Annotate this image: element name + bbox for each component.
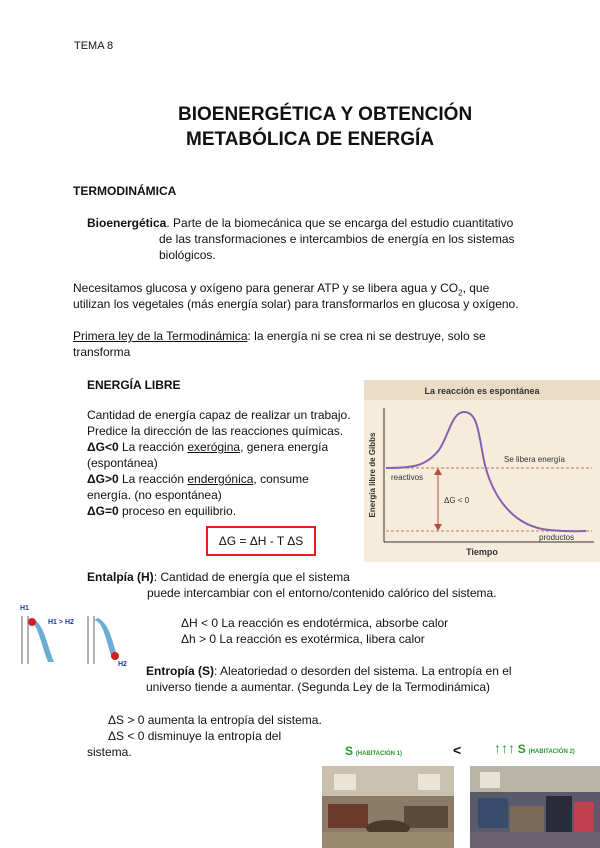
hab1-text: (HABITACIÓN 1) bbox=[355, 751, 403, 757]
entropia-decrease-end: sistema. bbox=[87, 745, 132, 759]
habitacion1-label bbox=[345, 744, 402, 758]
gibbs-chart-svg bbox=[364, 380, 600, 562]
h-relation-b: H2 bbox=[64, 619, 74, 626]
primera-ley-text-line2: transforma bbox=[73, 345, 131, 359]
energia-line6: energía. (no espontánea) bbox=[87, 488, 222, 502]
entropia-paragraph bbox=[146, 663, 512, 679]
co2-subscript: 2 bbox=[458, 288, 463, 298]
exergonica-term: exerógina bbox=[187, 440, 241, 454]
dg-positive: ΔG>0 bbox=[87, 472, 119, 486]
room1-window2 bbox=[418, 774, 440, 790]
room2-floor bbox=[470, 832, 600, 848]
room2-window bbox=[480, 772, 500, 788]
room2-photo bbox=[470, 766, 600, 848]
room1-photo bbox=[322, 766, 454, 848]
entropia-increase: ΔS > 0 aumenta la entropía del sistema. bbox=[108, 713, 322, 727]
energia-line7 bbox=[87, 503, 236, 519]
chart-ylabel: Energía libre de Gibbs bbox=[368, 432, 377, 518]
room2-clutter3 bbox=[546, 796, 572, 832]
entropia-text-line2: universo tiende a aumentar. (Segunda Ley de la Termodinámica) bbox=[146, 680, 490, 694]
room2-clutter1 bbox=[478, 798, 508, 828]
habitacion2-label bbox=[494, 740, 598, 756]
page-title-line2: METABÓLICA DE ENERGÍA bbox=[186, 129, 435, 150]
h1-label: H1 bbox=[20, 605, 29, 612]
h-relation-a: H1 bbox=[48, 619, 57, 626]
slides-svg bbox=[14, 602, 134, 668]
h2-label: H2 bbox=[118, 661, 127, 668]
glucosa-text-end: , que bbox=[462, 281, 490, 295]
entalpia-symbol: (H) bbox=[133, 570, 154, 584]
delta-g-arrow-bottom bbox=[434, 524, 442, 531]
room1-floor bbox=[322, 832, 454, 848]
entalpia-text-line2: puede intercambiar con el entorno/contenido calórico del sistema. bbox=[147, 586, 497, 600]
room1-window bbox=[334, 774, 356, 790]
entropia-text: : Aleatoriedad o desorden del sistema. La entropía en el bbox=[214, 664, 512, 678]
energia-line3-c: , genera energía bbox=[240, 440, 329, 454]
entalpia-paragraph bbox=[87, 569, 350, 585]
page-title-line1: BIOENERGÉTICA Y OBTENCIÓN bbox=[178, 104, 473, 125]
hab2-text: (HABITACIÓN 2) bbox=[528, 749, 575, 755]
h-relation-op: > bbox=[56, 619, 65, 626]
delta-g-arrow-top bbox=[434, 468, 442, 475]
entalpia-exo: Δh > 0 La reacción es exotérmica, libera calor bbox=[181, 632, 425, 646]
entalpia-term: Entalpía bbox=[87, 570, 134, 584]
energia-line3 bbox=[87, 439, 328, 455]
bioenergetica-term: Bioenergética bbox=[87, 216, 167, 230]
termodinamica-heading: TERMODINÁMICA bbox=[73, 184, 177, 198]
energia-line1: Cantidad de energía capaz de realizar un trabajo. bbox=[87, 408, 351, 422]
h-relation bbox=[48, 619, 74, 626]
less-than-sign: < bbox=[453, 742, 462, 758]
energia-line7-a: proceso en equilibrio. bbox=[118, 504, 237, 518]
glucosa-paragraph-line2: utilizan los vegetales (más energía solar) para transformarlos en glucosa y oxígeno. bbox=[73, 297, 519, 311]
energia-line5-c: , consume bbox=[253, 472, 309, 486]
entropia-term: Entropía bbox=[146, 664, 195, 678]
room2-clutter2 bbox=[510, 806, 544, 832]
entropia-symbol: (S) bbox=[194, 664, 215, 678]
room1-svg bbox=[322, 766, 454, 848]
energia-line3-a: La reacción bbox=[118, 440, 188, 454]
entalpia-endo: ΔH < 0 La reacción es endotérmica, absorbe calor bbox=[181, 616, 449, 630]
primera-ley-term: Primera ley de la Termodinámica bbox=[73, 329, 248, 343]
slides-illustration bbox=[14, 602, 134, 668]
slide-right bbox=[94, 618, 118, 658]
energia-line5 bbox=[87, 471, 309, 487]
energia-line2: Predice la dirección de las reacciones químicas. bbox=[87, 424, 344, 438]
glucosa-text: Necesitamos glucosa y oxígeno para generar ATP y se libera agua y CO bbox=[73, 281, 459, 295]
bioenergetica-def-line3: biológicos. bbox=[159, 248, 216, 262]
bioenergetica-def-line2: de las transformaciones e intercambios de energía en los sistemas bbox=[159, 232, 515, 246]
productos-label: productos bbox=[539, 533, 575, 542]
reactivos-label: reactivos bbox=[391, 473, 424, 482]
room2-clutter4 bbox=[574, 802, 594, 832]
room1-sofa2 bbox=[404, 806, 448, 828]
bioenergetica-paragraph bbox=[87, 215, 513, 231]
energia-libre-heading: ENERGÍA LIBRE bbox=[87, 378, 181, 392]
hab2-s: S bbox=[517, 742, 526, 756]
energia-line5-a: La reacción bbox=[118, 472, 188, 486]
libera-label: Se libera energía bbox=[504, 455, 565, 464]
bioenergetica-def: . Parte de la biomecánica que se encarga del estudio cuantitativo bbox=[166, 216, 514, 230]
up-arrows-icon: ↑↑↑ bbox=[494, 740, 515, 756]
energy-curve bbox=[386, 412, 586, 531]
primera-ley-text: : la energía ni se crea ni se destruye, solo se bbox=[247, 329, 486, 343]
chart-xlabel: Tiempo bbox=[466, 547, 498, 557]
gibbs-formula-box bbox=[206, 526, 316, 556]
entalpia-text: : Cantidad de energía que el sistema bbox=[153, 570, 350, 584]
hab1-s: S bbox=[345, 744, 354, 758]
ball-top bbox=[28, 618, 36, 626]
chart-title: La reacción es espontánea bbox=[424, 386, 540, 396]
entropia-decrease: ΔS < 0 disminuye la entropía del bbox=[108, 729, 282, 743]
delta-g-label: ΔG < 0 bbox=[444, 496, 470, 505]
dg-zero: ΔG=0 bbox=[87, 504, 119, 518]
room1-sofa bbox=[328, 804, 368, 828]
gibbs-formula: ΔG = ΔH - T ΔS bbox=[218, 534, 304, 548]
endergonica-term: endergónica bbox=[187, 472, 254, 486]
room2-svg bbox=[470, 766, 600, 848]
gibbs-energy-chart bbox=[364, 380, 600, 562]
ball-bottom bbox=[111, 652, 119, 660]
tema-label: TEMA 8 bbox=[74, 40, 114, 52]
dg-negative: ΔG<0 bbox=[87, 440, 119, 454]
energia-line4: (espontánea) bbox=[87, 456, 158, 470]
primera-ley-paragraph bbox=[73, 328, 486, 344]
